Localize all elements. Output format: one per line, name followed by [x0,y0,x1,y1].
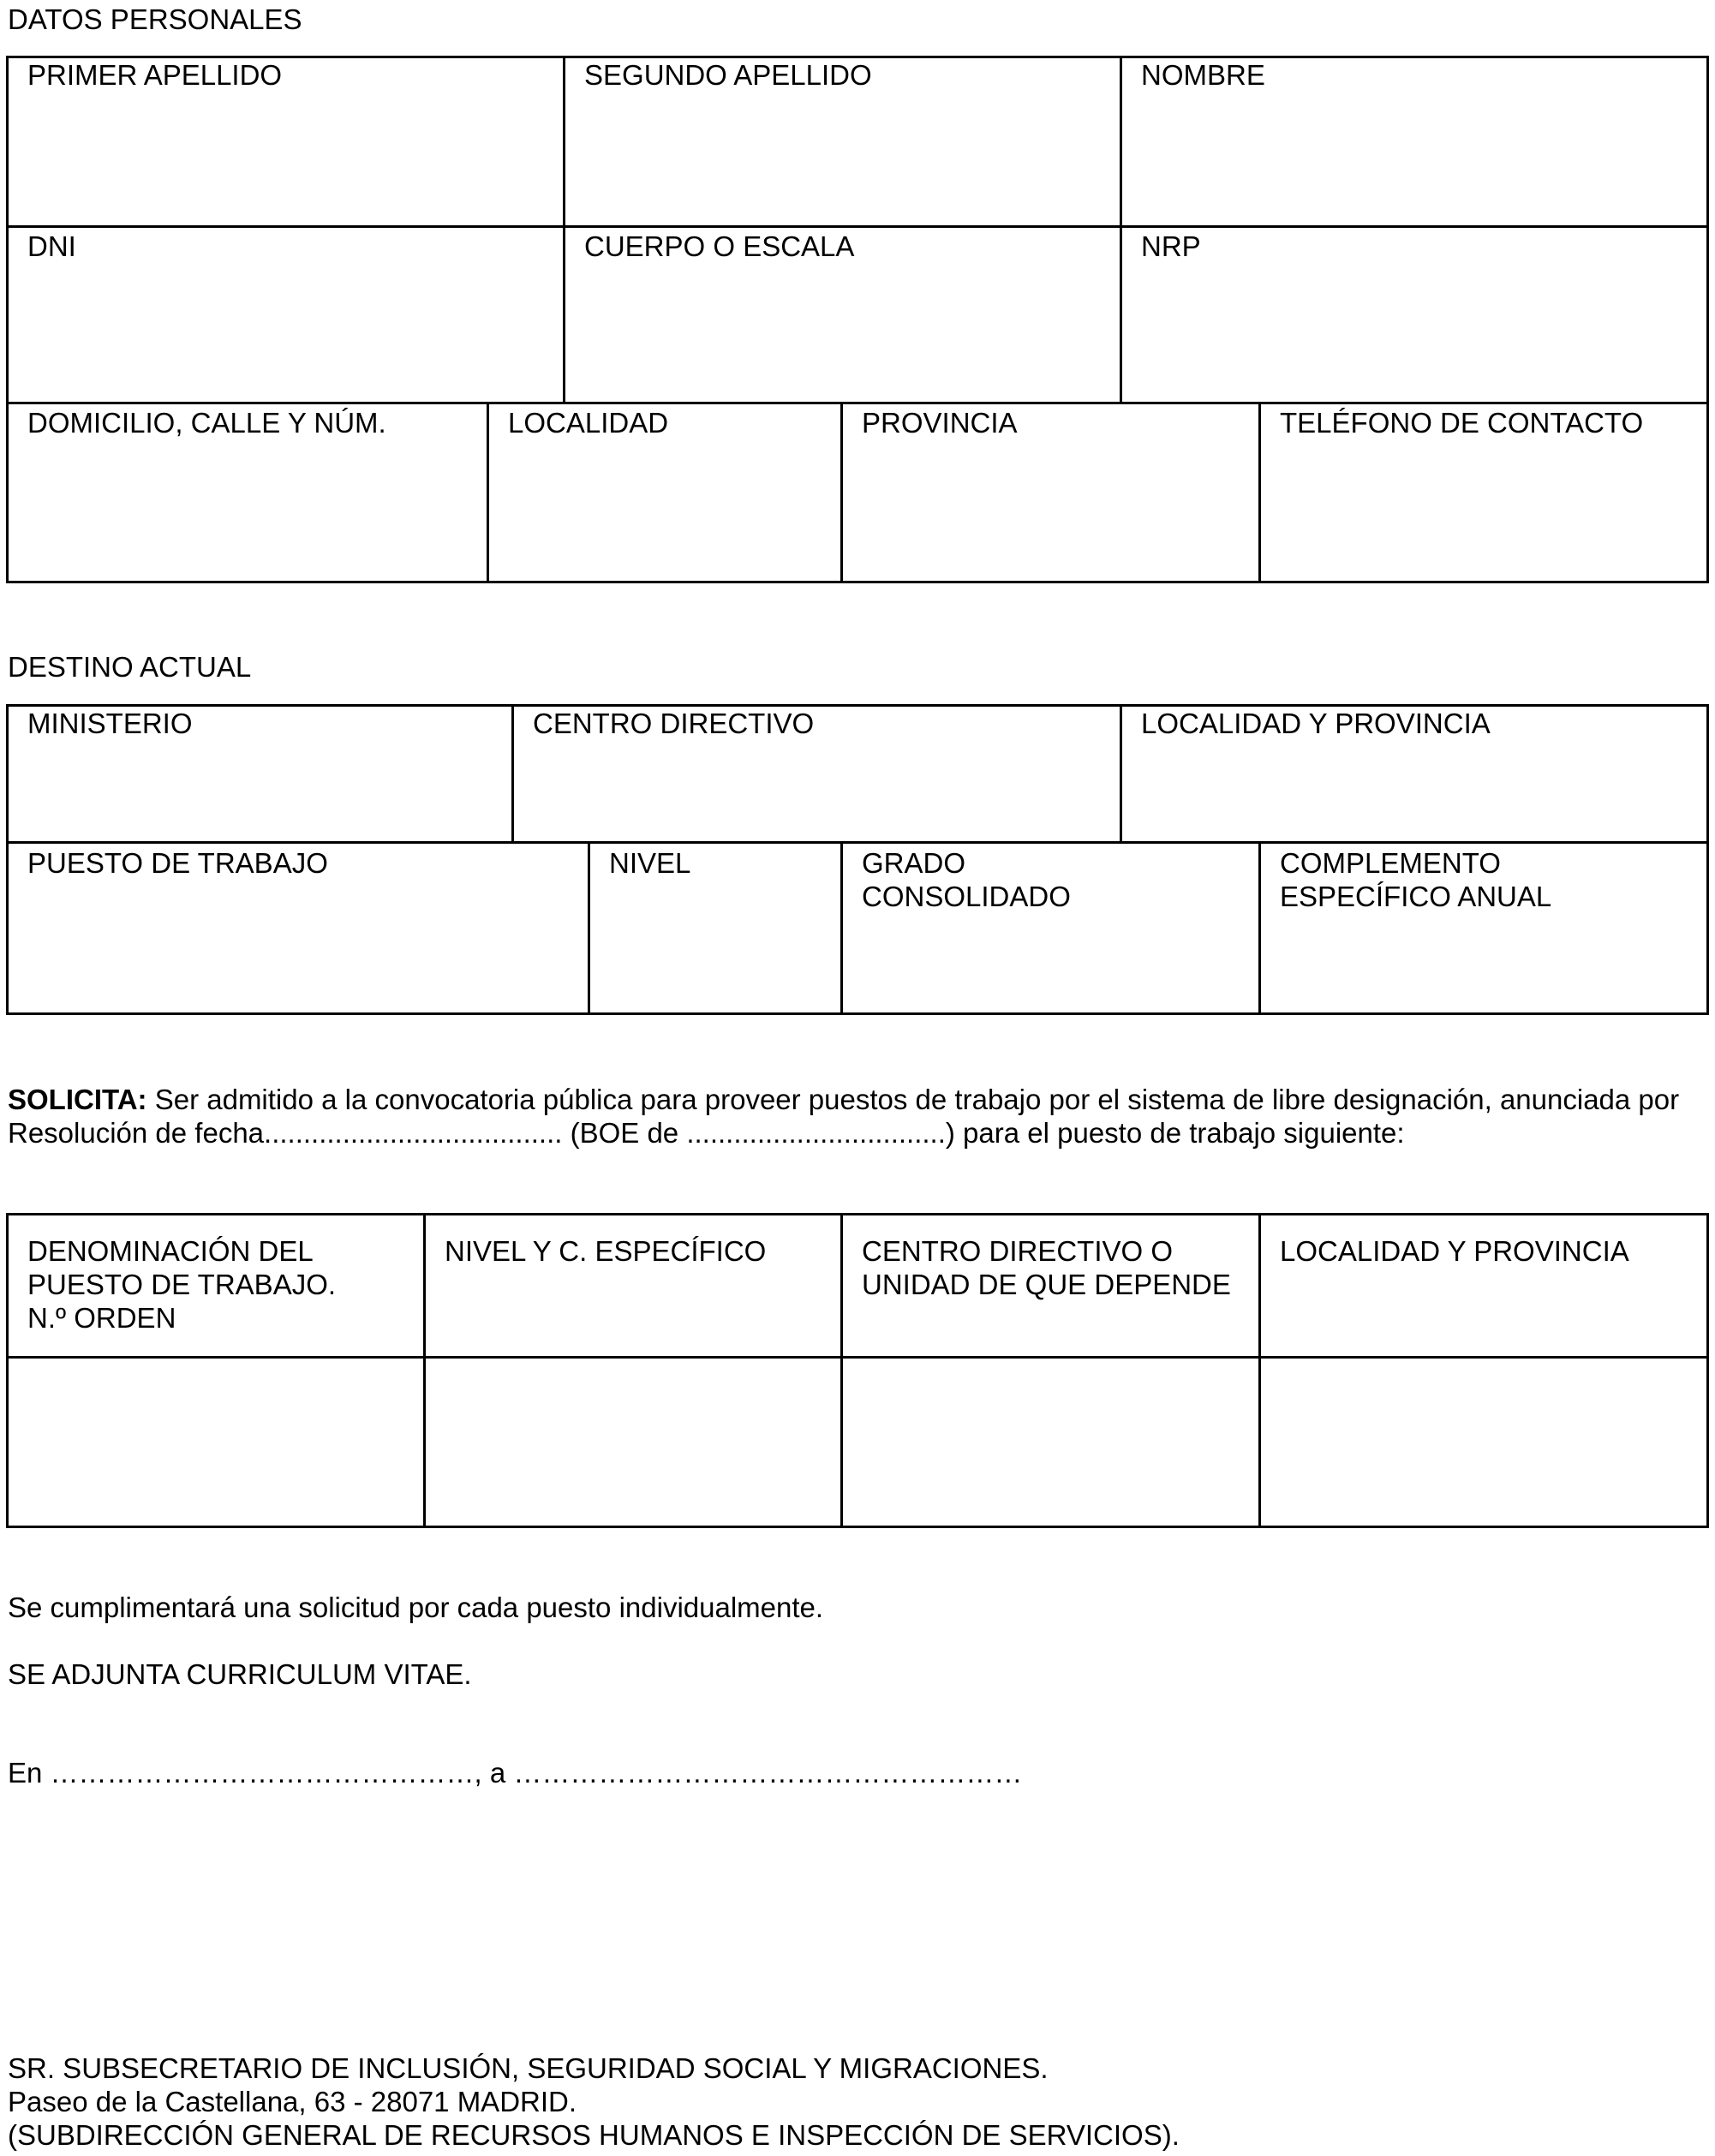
denominacion-header: DENOMINACIÓN DEL PUESTO DE TRABAJO. N.º ORDEN [27,1235,337,1334]
localidad-provincia-header: LOCALIDAD Y PROVINCIA [1280,1235,1629,1267]
addressee-line1: SR. SUBSECRETARIO DE INCLUSIÓN, SEGURIDAD SOCIAL Y MIGRACIONES. [8,2052,1049,2084]
solicita-text-line2: Resolución de fecha...................................... (BOE de .................................) para el puesto de trabajo siguiente: [8,1117,1405,1149]
section-title-personal: DATOS PERSONALES [8,3,302,35]
solicita-label: SOLICITA: [8,1084,147,1115]
domicilio-label: DOMICILIO, CALLE Y NÚM. [27,407,386,439]
solicita-paragraph [8,1083,1679,1150]
centro-directivo-header: CENTRO DIRECTIVO O UNIDAD DE QUE DEPENDE [862,1235,1231,1300]
destino-table [6,704,1709,1015]
nrp-label: NRP [1141,230,1201,262]
addressee-block [8,2051,1180,2152]
addressee-line2: Paseo de la Castellana, 63 - 28071 MADRID. [8,2086,577,2117]
centro-directivo-label: CENTRO DIRECTIVO [533,708,815,739]
dni-label: DNI [27,230,76,262]
nivel-label: NIVEL [609,847,691,879]
nombre-label: NOMBRE [1141,59,1265,91]
complemento-label: COMPLEMENTO ESPECÍFICO ANUAL [1280,847,1552,912]
grado-label: GRADO CONSOLIDADO [862,847,1071,912]
localidad-provincia-label: LOCALIDAD Y PROVINCIA [1141,708,1491,739]
segundo-apellido-label: SEGUNDO APELLIDO [584,59,872,91]
telefono-label: TELÉFONO DE CONTACTO [1280,407,1644,439]
puesto-solicitado-table [6,1213,1709,1528]
ministerio-label: MINISTERIO [27,708,193,739]
personal-data-table [6,56,1709,583]
note-solicitud: Se cumplimentará una solicitud por cada puesto individualmente. [8,1592,824,1623]
note-curriculum: SE ADJUNTA CURRICULUM VITAE. [8,1658,472,1690]
addressee-line3: (SUBDIRECCIÓN GENERAL DE RECURSOS HUMANOS E INSPECCIÓN DE SERVICIOS). [8,2119,1180,2151]
section-title-destino: DESTINO ACTUAL [8,651,252,683]
place-date-line: En ………………………………………, a ……………………………………………… [8,1757,1023,1789]
provincia-label: PROVINCIA [862,407,1018,439]
puesto-trabajo-label: PUESTO DE TRABAJO [27,847,328,879]
localidad-label: LOCALIDAD [508,407,669,439]
cuerpo-escala-label: CUERPO O ESCALA [584,230,855,262]
primer-apellido-label: PRIMER APELLIDO [27,59,283,91]
nivel-especifico-header: NIVEL Y C. ESPECÍFICO [445,1235,767,1267]
solicita-text-line1: Ser admitido a la convocatoria pública para proveer puestos de trabajo por el sistema de libre designación, anunciada por [146,1084,1680,1115]
